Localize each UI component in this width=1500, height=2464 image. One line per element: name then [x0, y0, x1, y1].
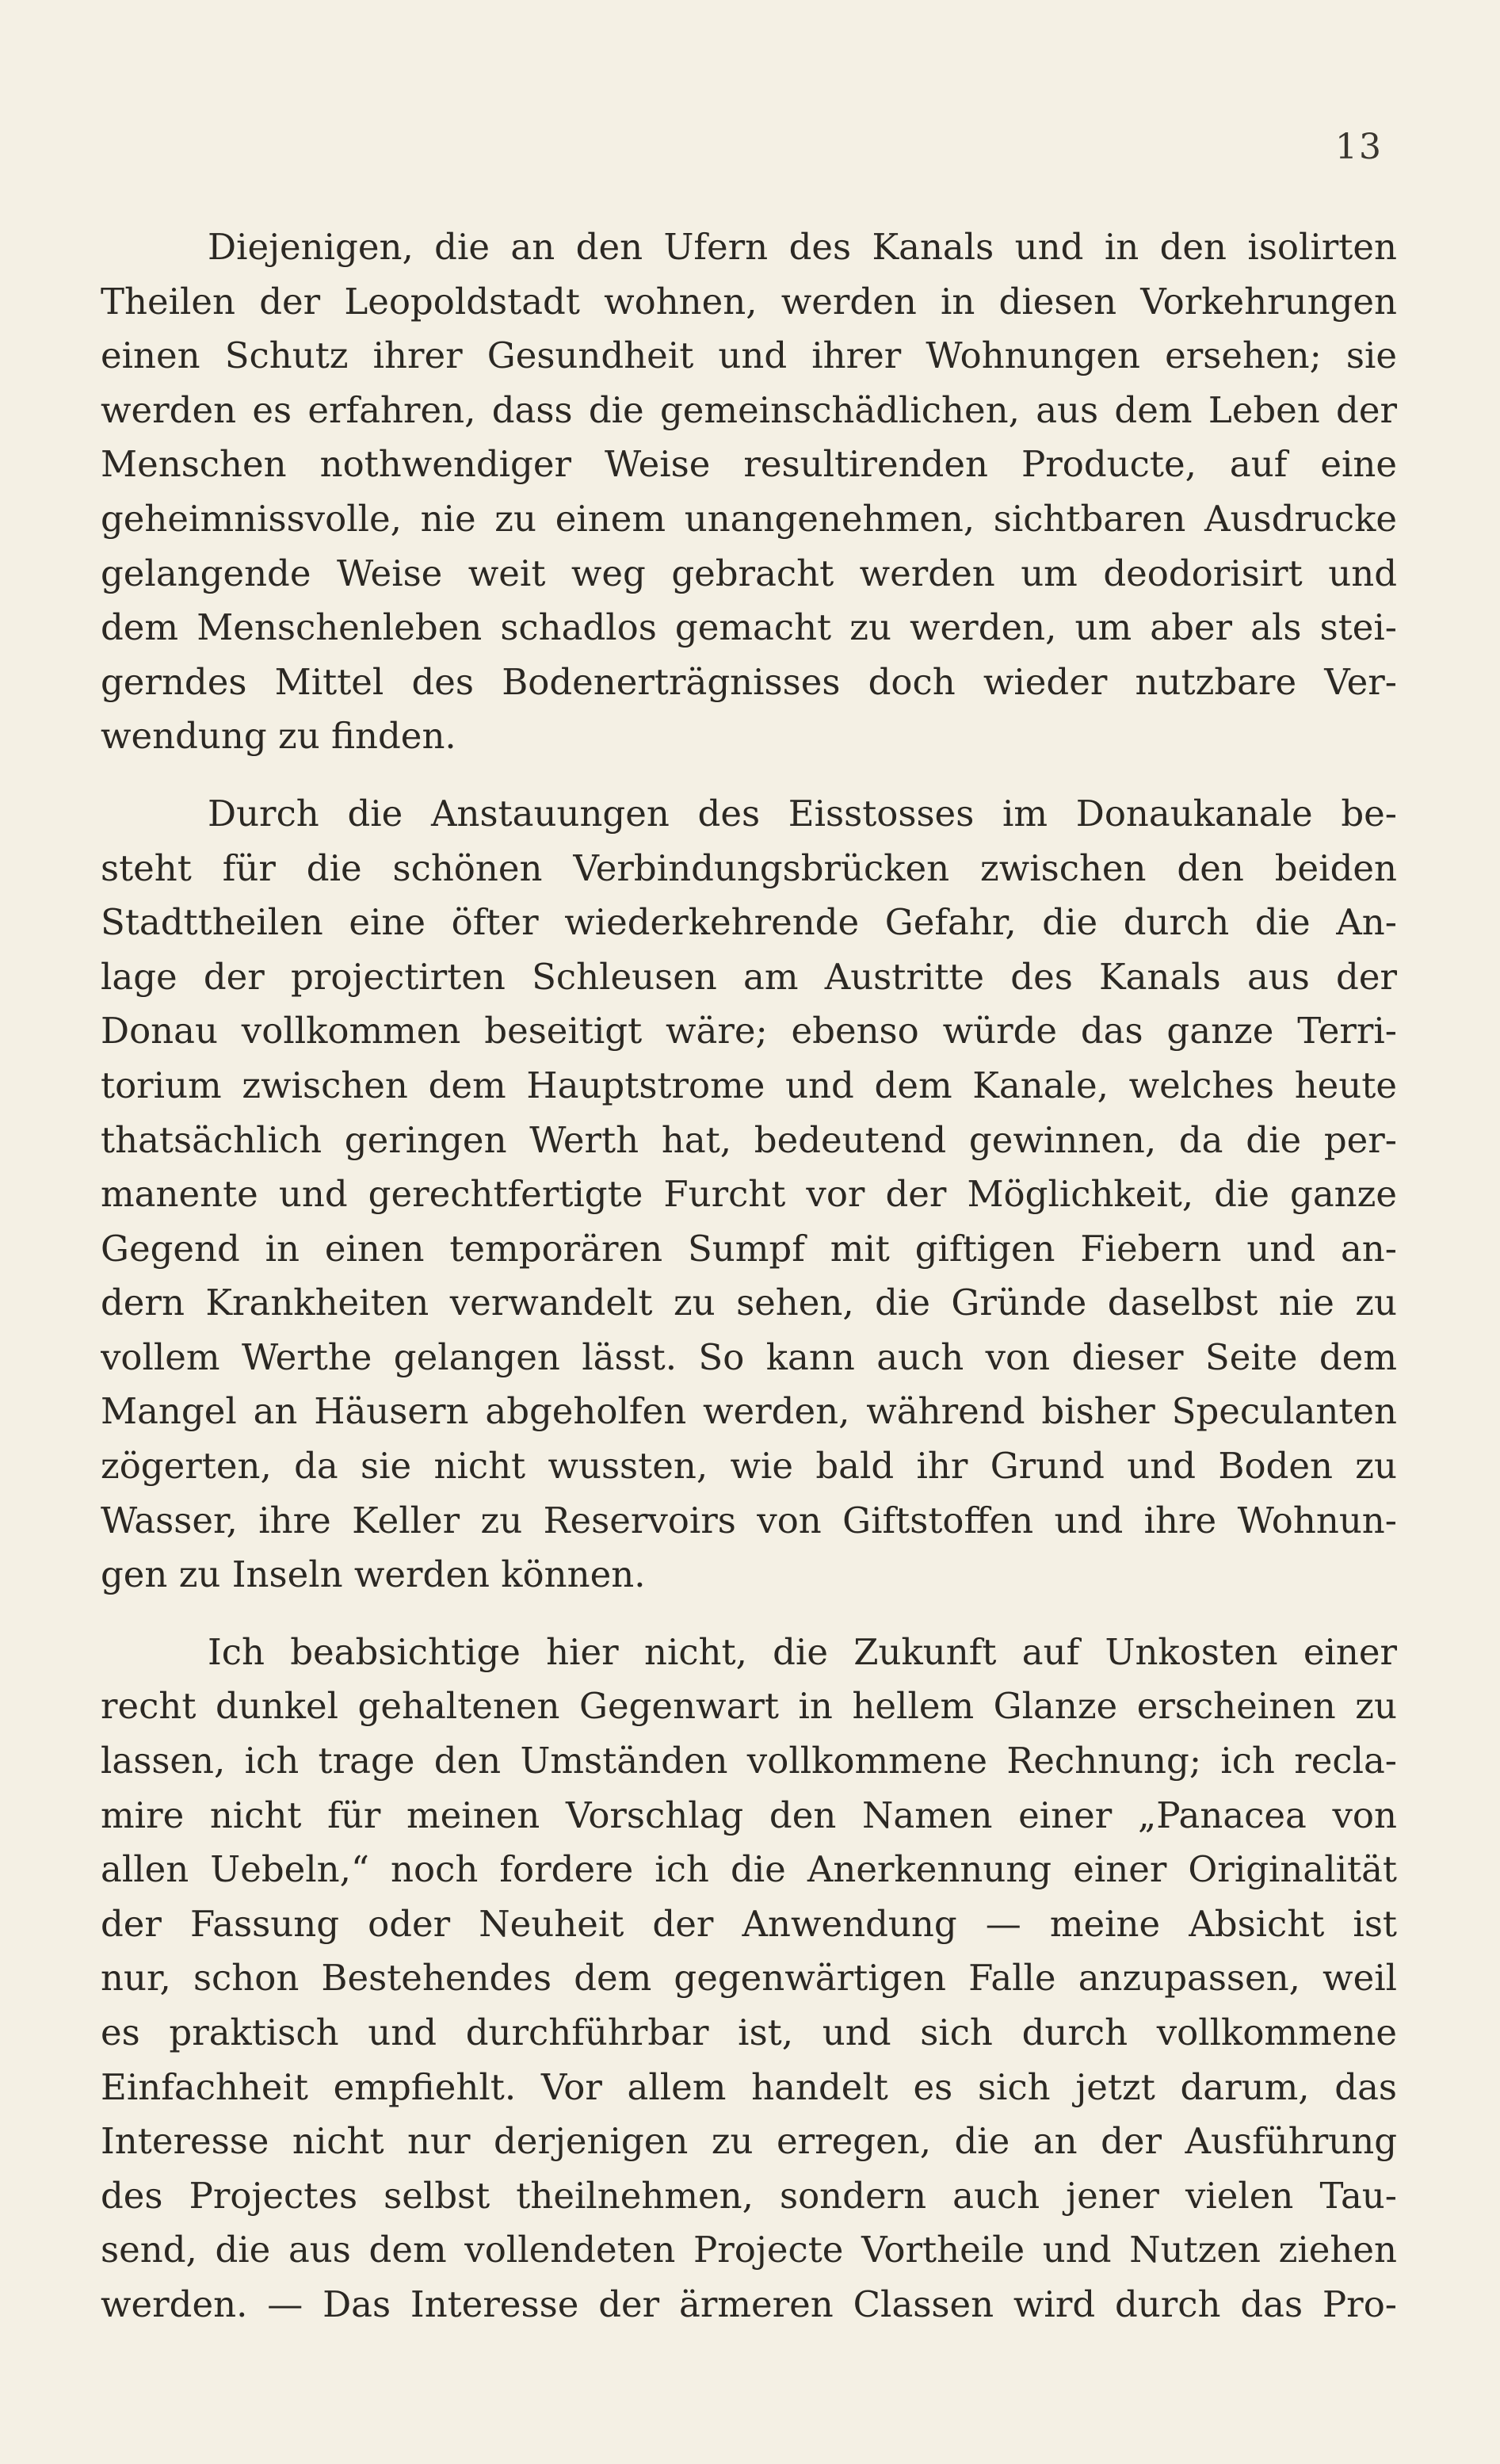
body-text — [101, 220, 1397, 2332]
text-line: des Projectes selbst theilnehmen, sondern auch jener vielen Tau- — [101, 2174, 1397, 2217]
text-line: Donau vollkommen beseitigt wäre; ebenso würde das ganze Terri- — [101, 1010, 1397, 1052]
text-line: nur, schon Bestehendes dem gegenwärtigen Falle anzupassen, weil — [101, 1957, 1397, 2000]
text-line: lage der projectirten Schleusen am Austritte des Kanals aus der — [101, 955, 1397, 998]
text-line: dem Menschenleben schadlos gemacht zu werden, um aber als stei- — [101, 606, 1397, 649]
text-line: Stadttheilen eine öfter wiederkehrende Gefahr, die durch die An- — [101, 901, 1397, 944]
text-line: steht für die schönen Verbindungsbrücken zwischen den beiden — [101, 846, 1397, 889]
text-line: vollem Werthe gelangen lässt. So kann auch von dieser Seite dem — [101, 1335, 1397, 1378]
text-line: werden. — Das Interesse der ärmeren Classen wird durch das Pro- — [101, 2283, 1397, 2325]
text-line: geheimnissvolle, nie zu einem unangenehmen, sichtbaren Ausdrucke — [101, 497, 1397, 540]
text-line: Diejenigen, die an den Ufern des Kanals und in den isolirten — [208, 226, 1397, 268]
text-line: gelangende Weise weit weg gebracht werden um deodorisirt und — [101, 552, 1397, 594]
text-line: einen Schutz ihrer Gesundheit und ihrer Wohnungen ersehen; sie — [101, 334, 1397, 377]
text-line: manente und gerechtfertigte Furcht vor der Möglichkeit, die ganze — [101, 1173, 1397, 1216]
paragraph-3 — [101, 1625, 1397, 2332]
text-line: der Fassung oder Neuheit der Anwendung — meine Absicht ist — [101, 1902, 1397, 1945]
paragraph-2 — [101, 787, 1397, 1603]
paragraph-1 — [101, 220, 1397, 764]
text-line: Gegend in einen temporären Sumpf mit giftigen Fiebern und an- — [101, 1227, 1397, 1270]
text-line: recht dunkel gehaltenen Gegenwart in hellem Glanze erscheinen zu — [101, 1685, 1397, 1728]
text-line: Wasser, ihre Keller zu Reservoirs von Giftstoffen und ihre Wohnun- — [101, 1499, 1397, 1541]
text-line: zögerten, da sie nicht wussten, wie bald ihr Grund und Boden zu — [101, 1445, 1397, 1488]
text-line: Mangel an Häusern abgeholfen werden, während bisher Speculanten — [101, 1390, 1397, 1433]
text-line: wendung zu finden. — [101, 715, 456, 758]
text-line: lassen, ich trage den Umständen vollkommene Rechnung; ich recla- — [101, 1740, 1397, 1782]
text-line: thatsächlich geringen Werth hat, bedeutend gewinnen, da die per- — [101, 1118, 1397, 1161]
text-line: torium zwischen dem Hauptstrome und dem Kanale, welches heute — [101, 1064, 1397, 1106]
text-line: Theilen der Leopoldstadt wohnen, werden in diesen Vorkehrungen — [101, 280, 1397, 323]
text-line: send, die aus dem vollendeten Projecte Vortheile und Nutzen ziehen — [101, 2229, 1397, 2271]
text-line: Einfachheit empfiehlt. Vor allem handelt es sich jetzt darum, das — [101, 2065, 1397, 2108]
text-line: werden es erfahren, dass die gemeinschädlichen, aus dem Leben der — [101, 388, 1397, 431]
text-line: allen Uebeln,“ noch fordere ich die Anerkennung einer Originalität — [101, 1848, 1397, 1891]
text-line: gen zu Inseln werden können. — [101, 1553, 646, 1596]
text-line: Menschen nothwendiger Weise resultirenden Producte, auf eine — [101, 443, 1397, 486]
page-number: 13 — [1335, 127, 1383, 167]
text-line: mire nicht für meinen Vorschlag den Namen einer „Panacea von — [101, 1794, 1397, 1836]
text-line: Durch die Anstauungen des Eisstosses im Donaukanale be- — [208, 792, 1397, 835]
text-line: gerndes Mittel des Bodenerträgnisses doch wieder nutzbare Ver- — [101, 660, 1397, 703]
text-line: Interesse nicht nur derjenigen zu erregen, die an der Ausführung — [101, 2120, 1397, 2163]
text-line: dern Krankheiten verwandelt zu sehen, die Gründe daselbst nie zu — [101, 1282, 1397, 1324]
text-line: Ich beabsichtige hier nicht, die Zukunft auf Unkosten einer — [208, 1630, 1397, 1673]
text-line: es praktisch und durchführbar ist, und sich durch vollkommene — [101, 2011, 1397, 2053]
